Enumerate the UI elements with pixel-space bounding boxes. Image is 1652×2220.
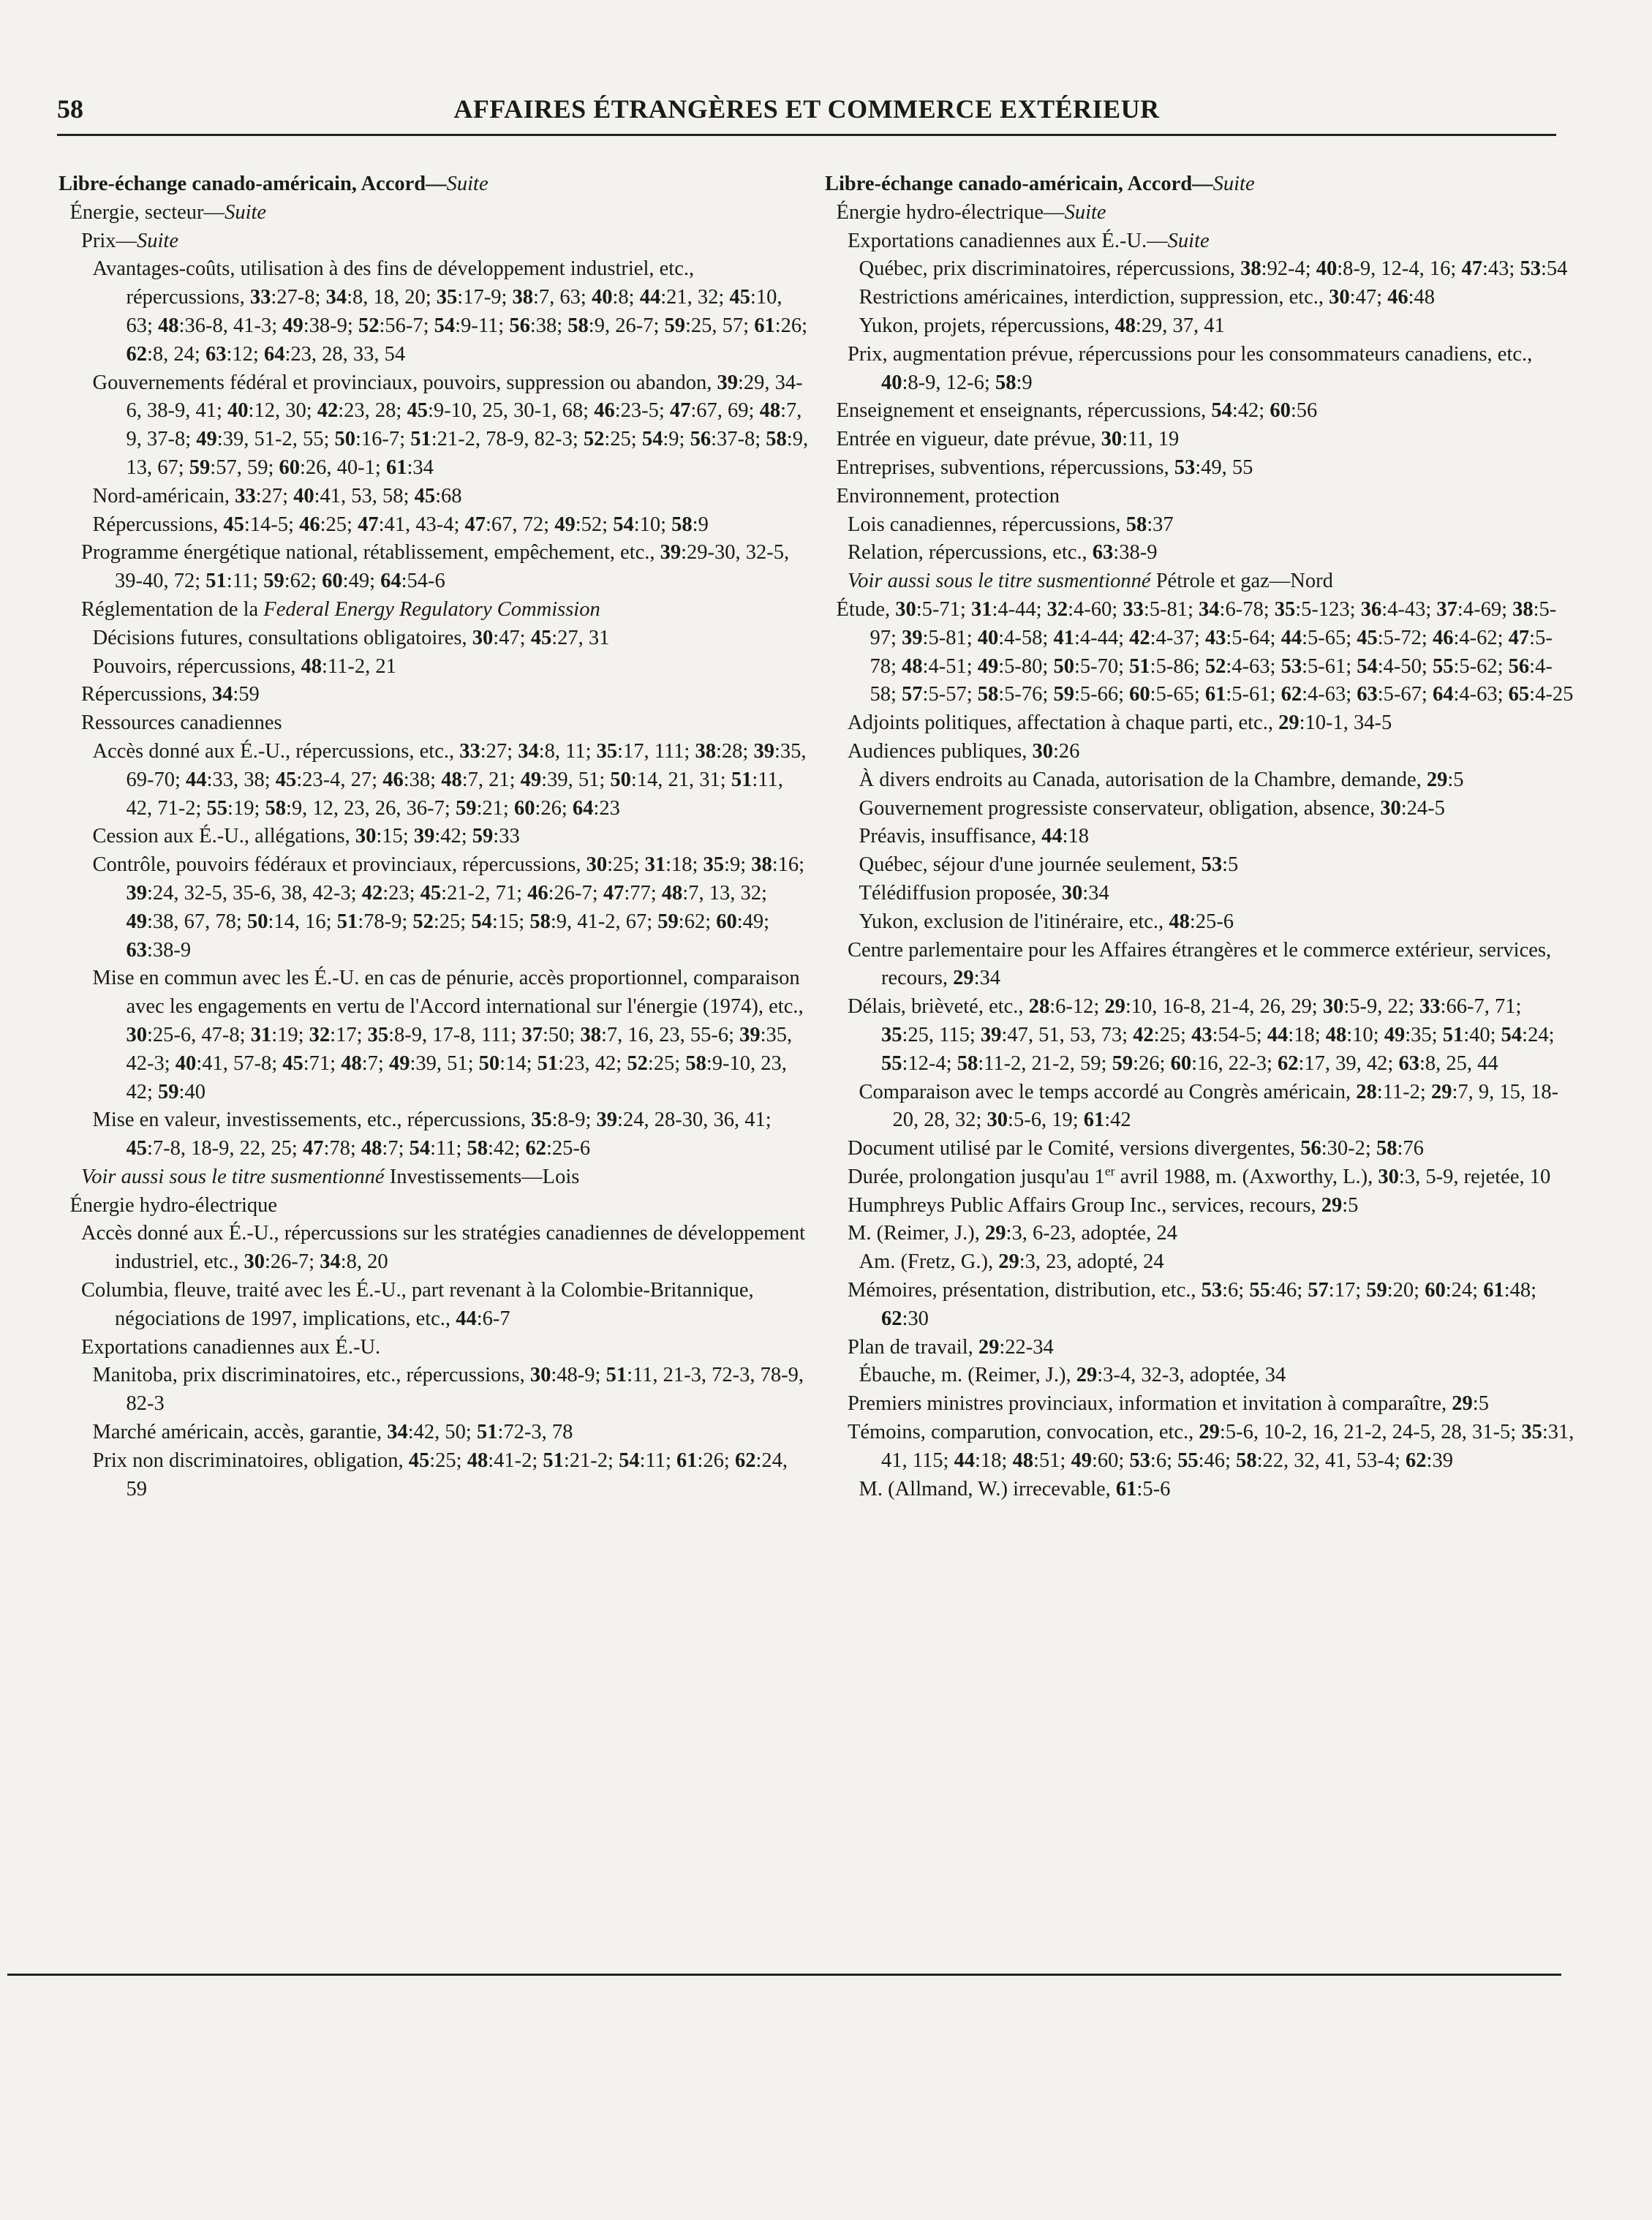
index-entry: Adjoints politiques, affectation à chaque parti, etc., 29:10-1, 34-5 [848, 711, 1392, 735]
index-column-right [825, 170, 1578, 1503]
header-rule [57, 134, 1556, 136]
index-entry: Libre-échange canado-américain, Accord—Suite [59, 173, 489, 195]
index-entry: Centre parlementaire pour les Affaires étrangères et le commerce extérieur, services, recours, 29:34 [848, 938, 1552, 990]
index-entry: Québec, prix discriminatoires, répercussions, 38:92-4; 40:8-9, 12-4, 16; 47:43; 53:54 [859, 257, 1568, 281]
index-entry: Énergie hydro-électrique—Suite [836, 200, 1106, 224]
index-entry: Pouvoirs, répercussions, 48:11-2, 21 [92, 654, 396, 678]
index-entry: Délais, brièveté, etc., 28:6-12; 29:10, 16-8, 21-4, 26, 29; 30:5-9, 22; 33:66-7, 71; 35:25, 115; 39:47, 51, 53, 73; 42:25; 43:54-5; 44:18; 48:10; 49:35; 51:40; 54:24; 55:12-4; 58:11-2, 21-2, 59; 59:26; 60:16, 22-3; 62:17, 39, 42; 63:8, 25, 44 [848, 995, 1555, 1075]
index-entry: Restrictions américaines, interdiction, suppression, etc., 30:47; 46:48 [859, 286, 1436, 309]
index-entry: Mémoires, présentation, distribution, etc., 53:6; 55:46; 57:17; 59:20; 60:24; 61:48; 62:30 [848, 1279, 1537, 1330]
index-entry: Québec, séjour d'une journée seulement, 53:5 [859, 853, 1239, 877]
index-entry: Accès donné aux É.-U., répercussions, etc., 33:27; 34:8, 11; 35:17, 111; 38:28; 39:35, 69-70; 44:33, 38; 45:23-4, 27; 46:38; 48:7, 21; 49:39, 51; 50:14, 21, 31; 51:11, 42, 71-2; 55:19; 58:9, 12, 23, 26, 36-7; 59:21; 60:26; 64:23 [92, 739, 807, 820]
index-entry: Document utilisé par le Comité, versions divergentes, 56:30-2; 58:76 [848, 1137, 1424, 1160]
index-entry: Marché américain, accès, garantie, 34:42, 50; 51:72-3, 78 [92, 1421, 573, 1444]
index-entry: Columbia, fleuve, traité avec les É.-U., part revenant à la Colombie-Britannique, négociations de 1997, implications, etc., 44:6-7 [81, 1279, 754, 1330]
index-entry: Relation, répercussions, etc., 63:38-9 [848, 541, 1158, 565]
index-entry: Accès donné aux É.-U., répercussions sur les stratégies canadiennes de développement industriel, etc., 30:26-7; 34:8, 20 [81, 1222, 806, 1274]
index-entry: M. (Reimer, J.), 29:3, 6-23, adoptée, 24 [848, 1222, 1177, 1245]
index-entry: Voir aussi sous le titre susmentionné Pétrole et gaz—Nord [848, 570, 1333, 593]
index-entry: Énergie, secteur—Suite [69, 200, 267, 224]
index-entry: Humphreys Public Affairs Group Inc., services, recours, 29:5 [848, 1193, 1359, 1217]
index-entry: Durée, prolongation jusqu'au 1er avril 1988, m. (Axworthy, L.), 30:3, 5-9, rejetée, 10 [848, 1163, 1551, 1188]
index-entry: M. (Allmand, W.) irrecevable, 61:5-6 [859, 1477, 1171, 1500]
index-entry: Témoins, comparution, convocation, etc., 29:5-6, 10-2, 16, 21-2, 24-5, 28, 31-5; 35:31, 41, 115; 44:18; 48:51; 49:60; 53:6; 55:46; 58:22, 32, 41, 53-4; 62:39 [848, 1421, 1574, 1472]
index-entry: Gouvernements fédéral et provinciaux, pouvoirs, suppression ou abandon, 39:29, 34-6, 38-9, 41; 40:12, 30; 42:23, 28; 45:9-10, 25, 30-1, 68; 46:23-5; 47:67, 69; 48:7, 9, 37-8; 49:39, 51-2, 55; 50:16-7; 51:21-2, 78-9, 82-3; 52:25; 54:9; 56:37-8; 58:9, 13, 67; 59:57, 59; 60:26, 40-1; 61:34 [92, 371, 809, 479]
index-entry: Enseignement et enseignants, répercussions, 54:42; 60:56 [836, 399, 1318, 423]
index-entry: Réglementation de la Federal Energy Regulatory Commission [81, 597, 600, 621]
index-entry: Ressources canadiennes [81, 711, 282, 735]
index-entry: Entreprises, subventions, répercussions, 53:49, 55 [836, 456, 1253, 479]
index-entry: Prix, augmentation prévue, répercussions pour les consommateurs canadiens, etc., 40:8-9, 12-6; 58:9 [848, 342, 1533, 394]
index-entry: Entrée en vigueur, date prévue, 30:11, 19 [836, 428, 1180, 451]
index-entry: Am. (Fretz, G.), 29:3, 23, adopté, 24 [859, 1250, 1164, 1274]
index-entry: Voir aussi sous le titre susmentionné Investissements—Lois [81, 1165, 580, 1188]
index-entry: Mise en valeur, investissements, etc., répercussions, 35:8-9; 39:24, 28-30, 36, 41; 45:7-8, 18-9, 22, 25; 47:78; 48:7; 54:11; 58:42; 62:25-6 [92, 1109, 772, 1160]
index-entry: Environnement, protection [836, 484, 1060, 507]
index-entry: Lois canadiennes, répercussions, 58:37 [848, 513, 1174, 536]
index-entry: Prix—Suite [81, 229, 179, 252]
index-entry: Ébauche, m. (Reimer, J.), 29:3-4, 32-3, adoptée, 34 [859, 1364, 1286, 1387]
index-entry: Préavis, insuffisance, 44:18 [859, 825, 1090, 848]
index-entry: Yukon, exclusion de l'itinéraire, etc., 48:25-6 [859, 910, 1234, 933]
index-entry: Libre-échange canado-américain, Accord—Suite [825, 173, 1255, 195]
index-entry: Mise en commun avec les É.-U. en cas de pénurie, accès proportionnel, comparaison avec les engagements en vertu de l'Accord international sur l'énergie (1974), etc., 30:25-6, 47-8; 31:19; 32:17; 35:8-9, 17-8, 111; 37:50; 38:7, 16, 23, 55-6; 39:35, 42-3; 40:41, 57-8; 45:71; 48:7; 49:39, 51; 50:14; 51:23, 42; 52:25; 58:9-10, 23, 42; 59:40 [92, 967, 804, 1103]
index-entry: Plan de travail, 29:22-34 [848, 1335, 1054, 1359]
index-entry: Audiences publiques, 30:26 [848, 739, 1080, 763]
index-entry: Contrôle, pouvoirs fédéraux et provinciaux, répercussions, 30:25; 31:18; 35:9; 38:16; 39:24, 32-5, 35-6, 38, 42-3; 42:23; 45:21-2, 71; 46:26-7; 47:77; 48:7, 13, 32; 49:38, 67, 78; 50:14, 16; 51:78-9; 52:25; 54:15; 58:9, 41-2, 67; 59:62; 60:49; 63:38-9 [92, 853, 805, 962]
index-entry: Exportations canadiennes aux É.-U.—Suite [848, 229, 1210, 252]
index-entry: Gouvernement progressiste conservateur, obligation, absence, 30:24-5 [859, 796, 1445, 820]
footer-rule [7, 1974, 1561, 1976]
index-entry: Cession aux É.-U., allégations, 30:15; 39:42; 59:33 [92, 825, 520, 848]
index-entry: Décisions futures, consultations obligatoires, 30:47; 45:27, 31 [92, 626, 610, 649]
index-entry: Étude, 30:5-71; 31:4-44; 32:4-60; 33:5-81; 34:6-78; 35:5-123; 36:4-43; 37:4-69; 38:5-97; 39:5-81; 40:4-58; 41:4-44; 42:4-37; 43:5-64; 44:5-65; 45:5-72; 46:4-62; 47:5-78; 48:4-51; 49:5-80; 50:5-70; 51:5-86; 52:4-63; 53:5-61; 54:4-50; 55:5-62; 56:4-58; 57:5-57; 58:5-76; 59:5-66; 60:5-65; 61:5-61; 62:4-63; 63:5-67; 64:4-63; 65:4-25 [836, 597, 1574, 706]
index-entry: Exportations canadiennes aux É.-U. [81, 1335, 381, 1359]
index-column-left [59, 170, 812, 1503]
index-entry: Comparaison avec le temps accordé au Congrès américain, 28:11-2; 29:7, 9, 15, 18-20, 28, 32; 30:5-6, 19; 61:42 [859, 1080, 1559, 1132]
index-entry: Nord-américain, 33:27; 40:41, 53, 58; 45:68 [92, 484, 462, 507]
index-entry: Télédiffusion proposée, 30:34 [859, 881, 1109, 905]
index-entry: Premiers ministres provinciaux, information et invitation à comparaître, 29:5 [848, 1392, 1489, 1416]
index-entry: Énergie hydro-électrique [69, 1193, 278, 1217]
index-entry: Programme énergétique national, rétablissement, empêchement, etc., 39:29-30, 32-5, 39-40, 72; 51:11; 59:62; 60:49; 64:54-6 [81, 541, 790, 593]
page-number: 58 [57, 94, 83, 124]
running-title: AFFAIRES ÉTRANGÈRES ET COMMERCE EXTÉRIEUR [453, 94, 1160, 124]
index-entry: Manitoba, prix discriminatoires, etc., répercussions, 30:48-9; 51:11, 21-3, 72-3, 78-9, 82-3 [92, 1364, 804, 1416]
index-entry: Répercussions, 45:14-5; 46:25; 47:41, 43-4; 47:67, 72; 49:52; 54:10; 58:9 [92, 513, 709, 536]
index-entry: Avantages-coûts, utilisation à des fins de développement industriel, etc., répercussions, 33:27-8; 34:8, 18, 20; 35:17-9; 38:7, 63; 40:8; 44:21, 32; 45:10, 63; 48:36-8, 41-3; 49:38-9; 52:56-7; 54:9-11; 56:38; 58:9, 26-7; 59:25, 57; 61:26; 62:8, 24; 63:12; 64:23, 28, 33, 54 [92, 257, 808, 366]
page-header [57, 94, 1556, 137]
index-entry: Prix non discriminatoires, obligation, 45:25; 48:41-2; 51:21-2; 54:11; 61:26; 62:24, 59 [92, 1449, 788, 1500]
index-entry: Répercussions, 34:59 [81, 683, 260, 706]
index-entry: Yukon, projets, répercussions, 48:29, 37, 41 [859, 314, 1225, 337]
index-entry: À divers endroits au Canada, autorisation de la Chambre, demande, 29:5 [859, 768, 1464, 791]
